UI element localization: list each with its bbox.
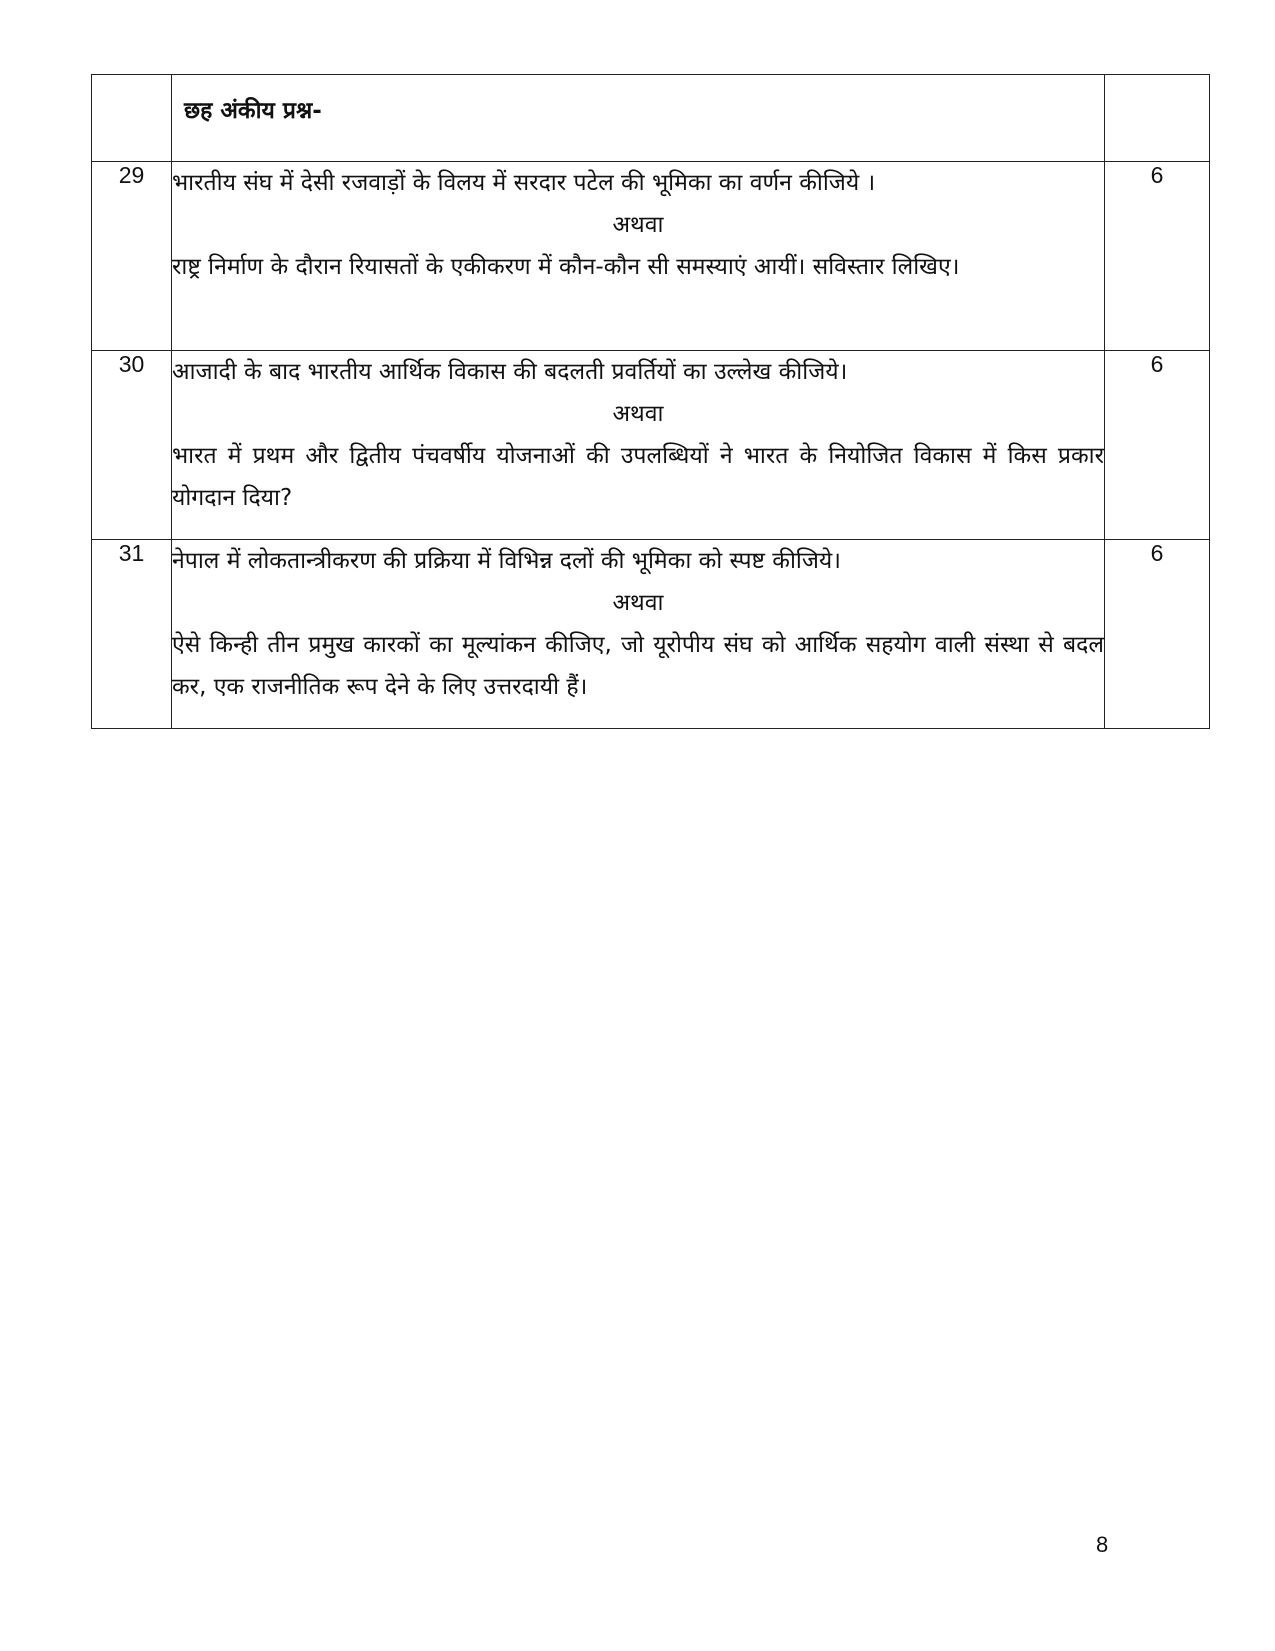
question-text: नेपाल में लोकतान्त्रीकरण की प्रक्रिया में विभिन्न दलों की भूमिका को स्पष्ट कीजिये। <box>172 548 841 574</box>
section-marks-cell <box>1105 75 1210 162</box>
section-number-cell <box>92 75 172 162</box>
question-cell <box>172 351 1105 540</box>
question-row <box>92 351 1210 540</box>
question-marks: 6 <box>1105 162 1210 351</box>
question-marks: 6 <box>1105 540 1210 729</box>
question-table <box>91 74 1210 729</box>
question-text: भारतीय संघ में देसी रजवाड़ों के विलय में सरदार पटेल की भूमिका का वर्णन कीजिये । <box>172 170 876 196</box>
question-number: 29 <box>92 162 172 351</box>
page-number: 8 <box>1096 1532 1109 1557</box>
question-cell <box>172 162 1105 351</box>
question-row <box>92 162 1210 351</box>
question-cell <box>172 540 1105 729</box>
or-label: अथवा <box>612 590 664 616</box>
question-text: आजादी के बाद भारतीय आर्थिक विकास की बदलती प्रवर्तियों का उल्लेख कीजिये। <box>172 359 848 385</box>
or-label: अथवा <box>612 401 664 427</box>
alternative-question-text: राष्ट्र निर्माण के दौरान रियासतों के एकीकरण में कौन-कौन सी समस्याएं आयीं। सविस्तार लिखिए। <box>172 254 960 280</box>
question-marks: 6 <box>1105 351 1210 540</box>
question-row <box>92 540 1210 729</box>
or-label: अथवा <box>612 212 664 238</box>
question-number: 30 <box>92 351 172 540</box>
section-header-row <box>92 75 1210 162</box>
section-title: छह अंकीय प्रश्न- <box>172 75 1105 162</box>
alternative-question-text: भारत में प्रथम और द्वितीय पंचवर्षीय योजनाओं की उपलब्धियों ने भारत के नियोजित विकास में किस प्रकार योगदान दिया? <box>172 443 1104 511</box>
alternative-question-text: ऐसे किन्ही तीन प्रमुख कारकों का मूल्यांकन कीजिए, जो यूरोपीय संघ को आर्थिक सहयोग वाली संस्था से बदल कर, एक राजनीतिक रूप देने के लिए उत्तरदायी हैं। <box>172 632 1104 700</box>
question-number: 31 <box>92 540 172 729</box>
